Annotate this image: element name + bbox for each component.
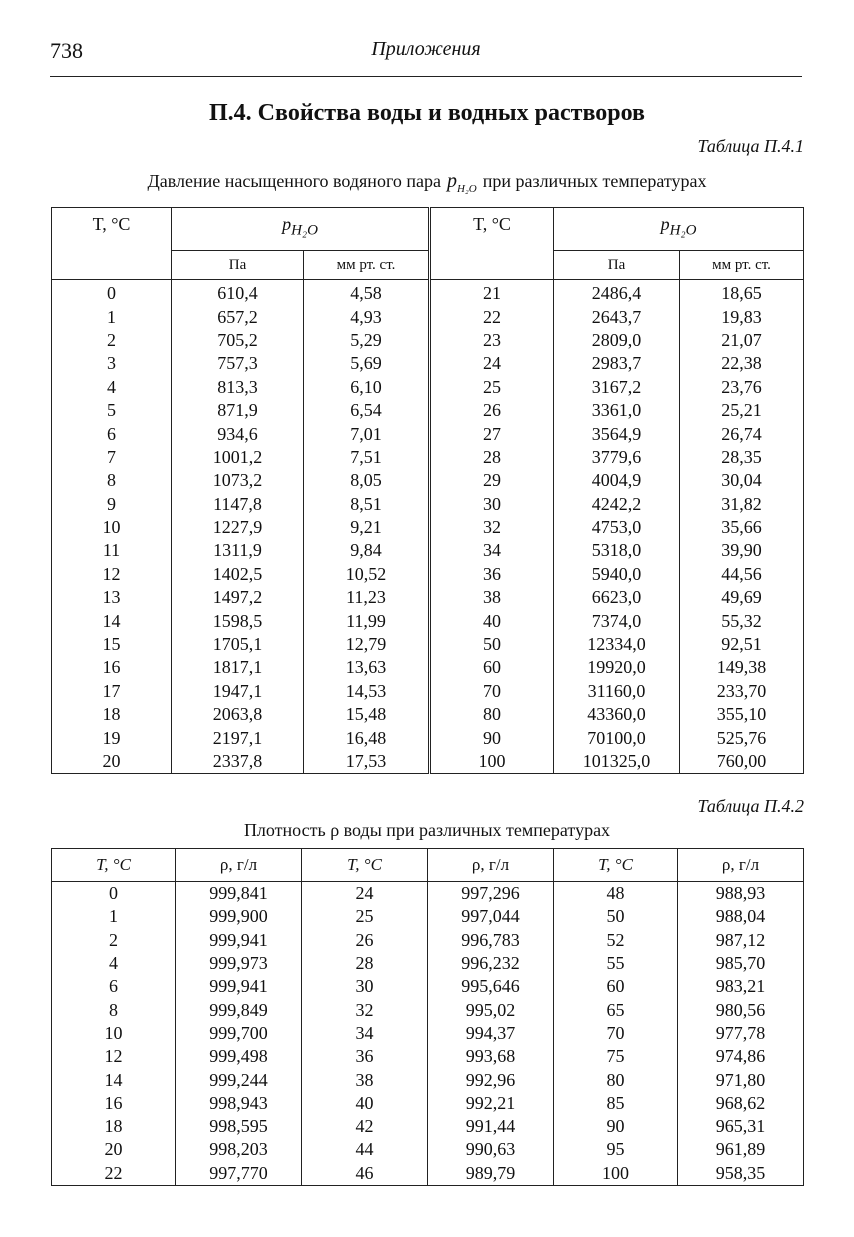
table-cell: 0 <box>52 280 172 306</box>
table-row <box>52 680 804 703</box>
table-cell: 44,56 <box>680 563 804 586</box>
table-cell: 991,44 <box>428 1115 554 1138</box>
table-cell: 998,595 <box>176 1115 302 1138</box>
table-cell: 8 <box>52 469 172 492</box>
page-number: 738 <box>50 38 83 63</box>
table-cell: 40 <box>430 609 554 632</box>
table-cell: 1 <box>109 906 118 927</box>
table-cell: 20 <box>52 750 172 774</box>
table-cell: 999,941 <box>176 929 302 952</box>
table-cell: 980,56 <box>678 998 804 1021</box>
table-cell: 19920,0 <box>554 656 680 679</box>
table-cell: 4 <box>109 953 118 974</box>
table-cell: 48 <box>554 882 678 906</box>
table-cell: 990,63 <box>428 1138 554 1161</box>
table-cell: 999,973 <box>176 952 302 975</box>
table-cell: 15 <box>52 633 172 656</box>
table-cell: 14 <box>52 609 172 632</box>
table-row <box>52 1068 804 1091</box>
table-cell: 25 <box>430 376 554 399</box>
table1-caption-before: Давление насыщенного водяного пара <box>147 171 441 191</box>
table-row <box>52 563 804 586</box>
table-cell: 988,93 <box>678 882 804 906</box>
table-cell: 15,48 <box>304 703 430 726</box>
table-cell: 100 <box>430 750 554 774</box>
table-cell: 38 <box>430 586 554 609</box>
table-cell: 30 <box>430 493 554 516</box>
table-cell: 993,68 <box>428 1045 554 1068</box>
table-row <box>52 1138 804 1161</box>
table-cell: 760,00 <box>680 750 804 774</box>
table-cell: 992,96 <box>428 1068 554 1091</box>
caption-symbol-letter: p <box>446 170 457 192</box>
table-cell: 934,6 <box>172 422 304 445</box>
table-cell: 7,51 <box>304 446 430 469</box>
table-row <box>52 493 804 516</box>
table-row <box>52 882 804 906</box>
table-cell: 4,93 <box>304 305 430 328</box>
table-row <box>52 905 804 928</box>
table-row <box>52 469 804 492</box>
table-cell: 70 <box>554 1022 678 1045</box>
table-cell: 4,58 <box>304 280 430 306</box>
table-cell: 23 <box>430 329 554 352</box>
table-row <box>52 280 804 306</box>
table-cell: 10 <box>52 516 172 539</box>
table-cell: 42 <box>302 1115 428 1138</box>
section-title: П.4. Свойства воды и водных растворов <box>209 100 645 126</box>
table-cell: 3564,9 <box>554 422 680 445</box>
table-cell: 999,244 <box>176 1068 302 1091</box>
water-density-rows <box>52 882 804 1186</box>
table-row <box>52 1045 804 1068</box>
table-cell: 25,21 <box>680 399 804 422</box>
table-cell: 23,76 <box>680 376 804 399</box>
table-cell: 1705,1 <box>172 633 304 656</box>
table-cell: 26,74 <box>680 422 804 445</box>
table-cell: 871,9 <box>172 399 304 422</box>
table-cell: 24 <box>430 352 554 375</box>
table-cell: 525,76 <box>680 726 804 749</box>
table-cell: 705,2 <box>172 329 304 352</box>
col-header-temperature: T, °C <box>302 849 428 882</box>
table-cell: 13,63 <box>304 656 430 679</box>
table-cell: 40 <box>302 1092 428 1115</box>
table-cell: 1947,1 <box>172 680 304 703</box>
table-cell: 1817,1 <box>172 656 304 679</box>
table-cell: 80 <box>554 1068 678 1091</box>
table-cell: 965,31 <box>678 1115 804 1138</box>
table-row <box>52 422 804 445</box>
table-cell: 999,941 <box>176 975 302 998</box>
table-cell: 1073,2 <box>172 469 304 492</box>
table-cell: 35,66 <box>680 516 804 539</box>
table-cell: 9,21 <box>304 516 430 539</box>
table-cell: 30,04 <box>680 469 804 492</box>
table-cell: 5,29 <box>304 329 430 352</box>
table-cell: 26 <box>302 929 428 952</box>
table-row <box>52 609 804 632</box>
table-cell: 8,05 <box>304 469 430 492</box>
table-cell: 988,04 <box>678 905 804 928</box>
table2-label: Таблица П.4.2 <box>697 796 804 816</box>
table-cell: 2809,0 <box>554 329 680 352</box>
pressure-subscript: H₂O <box>291 222 318 239</box>
header-rule <box>50 76 802 77</box>
table-cell: 43360,0 <box>554 703 680 726</box>
table-cell: 38 <box>302 1068 428 1091</box>
table-cell: 16,48 <box>304 726 430 749</box>
table-cell: 52 <box>554 929 678 952</box>
table-cell: 36 <box>302 1045 428 1068</box>
table-cell: 997,770 <box>176 1162 302 1186</box>
table1-caption-after: при различных температурах <box>482 171 707 191</box>
pressure-symbol: p <box>282 214 292 234</box>
table-cell: 999,498 <box>176 1045 302 1068</box>
table-cell: 3 <box>52 352 172 375</box>
col-header-pressure-2 <box>554 208 804 251</box>
table-cell: 95 <box>554 1138 678 1161</box>
table-cell: 55 <box>554 952 678 975</box>
table-cell: 998,203 <box>176 1138 302 1161</box>
table-cell: 5940,0 <box>554 563 680 586</box>
table-cell: 757,3 <box>172 352 304 375</box>
table-cell: 1147,8 <box>172 493 304 516</box>
table-cell: 55,32 <box>680 609 804 632</box>
table-row <box>52 998 804 1021</box>
table-cell: 21 <box>430 280 554 306</box>
table-cell: 20 <box>104 1139 123 1160</box>
col-header-density: ρ, г/л <box>176 849 302 882</box>
caption-symbol-subscript: H₂O <box>456 183 477 195</box>
table-cell: 14 <box>104 1069 123 1090</box>
table-cell: 65 <box>554 998 678 1021</box>
table-cell: 60 <box>430 656 554 679</box>
table-cell: 50 <box>554 905 678 928</box>
table-cell: 28 <box>302 952 428 975</box>
table-row <box>52 975 804 998</box>
table-cell: 7,01 <box>304 422 430 445</box>
table-cell: 974,86 <box>678 1045 804 1068</box>
table-cell: 4 <box>52 376 172 399</box>
table-row <box>52 750 804 774</box>
table-cell: 2 <box>109 929 118 950</box>
table-cell: 4753,0 <box>554 516 680 539</box>
vapor-pressure-table <box>51 207 804 774</box>
table-cell: 50 <box>430 633 554 656</box>
table-cell: 813,3 <box>172 376 304 399</box>
table-cell: 2643,7 <box>554 305 680 328</box>
table-row <box>52 726 804 749</box>
table-row <box>52 1022 804 1045</box>
table-cell: 6 <box>109 976 118 997</box>
table2-caption: Плотность ρ воды при различных температурах <box>243 820 611 840</box>
col-header-temperature: T, °C <box>52 849 176 882</box>
table-cell: 44 <box>302 1138 428 1161</box>
table-cell: 994,37 <box>428 1022 554 1045</box>
table-cell: 2486,4 <box>554 280 680 306</box>
table-cell: 14,53 <box>304 680 430 703</box>
table-cell: 11,23 <box>304 586 430 609</box>
table-cell: 22 <box>430 305 554 328</box>
col-header-density: ρ, г/л <box>428 849 554 882</box>
table-cell: 12,79 <box>304 633 430 656</box>
table-cell: 46 <box>302 1162 428 1186</box>
table-cell: 27 <box>430 422 554 445</box>
table-cell: 2 <box>52 329 172 352</box>
table-cell: 8,51 <box>304 493 430 516</box>
table-cell: 6 <box>52 422 172 445</box>
table-cell: 996,783 <box>428 929 554 952</box>
table-cell: 36 <box>430 563 554 586</box>
table-cell: 10,52 <box>304 563 430 586</box>
table-cell: 39,90 <box>680 539 804 562</box>
pressure-subscript: H₂O <box>669 222 697 239</box>
table-cell: 983,21 <box>678 975 804 998</box>
table-cell: 22 <box>104 1162 123 1183</box>
table-cell: 961,89 <box>678 1138 804 1161</box>
table-cell: 2337,8 <box>172 750 304 774</box>
table-cell: 996,232 <box>428 952 554 975</box>
table-cell: 12 <box>104 1046 123 1067</box>
table-row <box>52 586 804 609</box>
table-cell: 977,78 <box>678 1022 804 1045</box>
table-row <box>52 399 804 422</box>
table-cell: 49,69 <box>680 586 804 609</box>
table-cell: 12 <box>52 563 172 586</box>
table-cell: 1 <box>52 305 172 328</box>
table-cell: 1497,2 <box>172 586 304 609</box>
table-cell: 1227,9 <box>172 516 304 539</box>
table-cell: 233,70 <box>680 680 804 703</box>
table-cell: 3779,6 <box>554 446 680 469</box>
table-cell: 8 <box>109 999 118 1020</box>
table-cell: 997,296 <box>428 882 554 906</box>
table-cell: 25 <box>302 905 428 928</box>
table-cell: 9,84 <box>304 539 430 562</box>
table-cell: 21,07 <box>680 329 804 352</box>
table-cell: 997,044 <box>428 905 554 928</box>
running-head <box>50 38 802 78</box>
col-header-temperature-2: T, °C <box>430 208 554 280</box>
table-cell: 10 <box>104 1022 123 1043</box>
table-cell: 92,51 <box>680 633 804 656</box>
table-cell: 18 <box>52 703 172 726</box>
table-cell: 657,2 <box>172 305 304 328</box>
table-cell: 2063,8 <box>172 703 304 726</box>
table-cell: 28,35 <box>680 446 804 469</box>
table-cell: 4242,2 <box>554 493 680 516</box>
table-cell: 610,4 <box>172 280 304 306</box>
table-cell: 149,38 <box>680 656 804 679</box>
col-header-density: ρ, г/л <box>678 849 804 882</box>
unit-mmhg-2: мм рт. ст. <box>680 251 804 280</box>
col-header-pressure <box>172 208 430 251</box>
water-density-table <box>51 848 804 1186</box>
table-cell: 16 <box>52 656 172 679</box>
table-cell: 1598,5 <box>172 609 304 632</box>
table-cell: 101325,0 <box>554 750 680 774</box>
table-row <box>52 656 804 679</box>
table-row <box>52 1115 804 1138</box>
table-cell: 31,82 <box>680 493 804 516</box>
table-cell: 18,65 <box>680 280 804 306</box>
table-cell: 90 <box>430 726 554 749</box>
table-row <box>52 305 804 328</box>
table-cell: 29 <box>430 469 554 492</box>
table-cell: 1001,2 <box>172 446 304 469</box>
table-cell: 12334,0 <box>554 633 680 656</box>
table-cell: 992,21 <box>428 1092 554 1115</box>
table-row <box>52 929 804 952</box>
table-cell: 3167,2 <box>554 376 680 399</box>
table-row <box>52 516 804 539</box>
table-cell: 2983,7 <box>554 352 680 375</box>
pressure-symbol: p <box>660 214 670 234</box>
table-cell: 16 <box>104 1092 123 1113</box>
table-cell: 1311,9 <box>172 539 304 562</box>
table1-caption <box>0 170 854 195</box>
table-row <box>52 446 804 469</box>
table-cell: 32 <box>430 516 554 539</box>
table-cell: 11 <box>52 539 172 562</box>
table-cell: 6623,0 <box>554 586 680 609</box>
table-cell: 26 <box>430 399 554 422</box>
table-cell: 19,83 <box>680 305 804 328</box>
table-cell: 985,70 <box>678 952 804 975</box>
table-cell: 75 <box>554 1045 678 1068</box>
table-cell: 998,943 <box>176 1092 302 1115</box>
table-cell: 968,62 <box>678 1092 804 1115</box>
table-cell: 24 <box>302 882 428 906</box>
table-row <box>52 352 804 375</box>
table-cell: 100 <box>554 1162 678 1186</box>
table-row <box>52 376 804 399</box>
table-cell: 999,700 <box>176 1022 302 1045</box>
table-cell: 355,10 <box>680 703 804 726</box>
table-cell: 999,849 <box>176 998 302 1021</box>
table-cell: 34 <box>302 1022 428 1045</box>
table-cell: 6,54 <box>304 399 430 422</box>
table-cell: 19 <box>52 726 172 749</box>
table-cell: 2197,1 <box>172 726 304 749</box>
table-cell: 85 <box>554 1092 678 1115</box>
table-cell: 80 <box>430 703 554 726</box>
table-row <box>52 952 804 975</box>
unit-pa: Па <box>172 251 304 280</box>
table-cell: 7374,0 <box>554 609 680 632</box>
table-row <box>52 703 804 726</box>
table-cell: 17 <box>52 680 172 703</box>
table-cell: 4004,9 <box>554 469 680 492</box>
table-cell: 0 <box>109 883 118 904</box>
table-cell: 987,12 <box>678 929 804 952</box>
table-cell: 30 <box>302 975 428 998</box>
unit-pa-2: Па <box>554 251 680 280</box>
table-row <box>52 1092 804 1115</box>
col-header-temperature: T, °C <box>554 849 678 882</box>
table-cell: 5 <box>52 399 172 422</box>
vapor-pressure-rows <box>52 280 804 774</box>
table-cell: 6,10 <box>304 376 430 399</box>
table-row <box>52 633 804 656</box>
table-cell: 34 <box>430 539 554 562</box>
table-cell: 17,53 <box>304 750 430 774</box>
table-row <box>52 539 804 562</box>
table-cell: 5318,0 <box>554 539 680 562</box>
table-cell: 11,99 <box>304 609 430 632</box>
table-cell: 22,38 <box>680 352 804 375</box>
table-cell: 7 <box>52 446 172 469</box>
table1-caption-symbol <box>446 170 477 195</box>
table-cell: 70 <box>430 680 554 703</box>
table-row <box>52 329 804 352</box>
table-cell: 999,841 <box>176 882 302 906</box>
table-cell: 13 <box>52 586 172 609</box>
table-cell: 995,02 <box>428 998 554 1021</box>
table-row <box>52 1162 804 1186</box>
table-cell: 5,69 <box>304 352 430 375</box>
table-cell: 971,80 <box>678 1068 804 1091</box>
table-cell: 90 <box>554 1115 678 1138</box>
table-cell: 28 <box>430 446 554 469</box>
table-cell: 1402,5 <box>172 563 304 586</box>
table-cell: 989,79 <box>428 1162 554 1186</box>
table-cell: 32 <box>302 998 428 1021</box>
table-cell: 31160,0 <box>554 680 680 703</box>
table-cell: 18 <box>104 1116 123 1137</box>
running-title: Приложения <box>371 38 481 60</box>
table-cell: 958,35 <box>678 1162 804 1186</box>
table1-label: Таблица П.4.1 <box>697 136 804 156</box>
table-cell: 9 <box>52 493 172 516</box>
col-header-temperature: T, °C <box>52 208 172 280</box>
table-cell: 70100,0 <box>554 726 680 749</box>
table-cell: 3361,0 <box>554 399 680 422</box>
unit-mmhg: мм рт. ст. <box>304 251 430 280</box>
table-cell: 60 <box>554 975 678 998</box>
table-cell: 995,646 <box>428 975 554 998</box>
table-cell: 999,900 <box>176 905 302 928</box>
